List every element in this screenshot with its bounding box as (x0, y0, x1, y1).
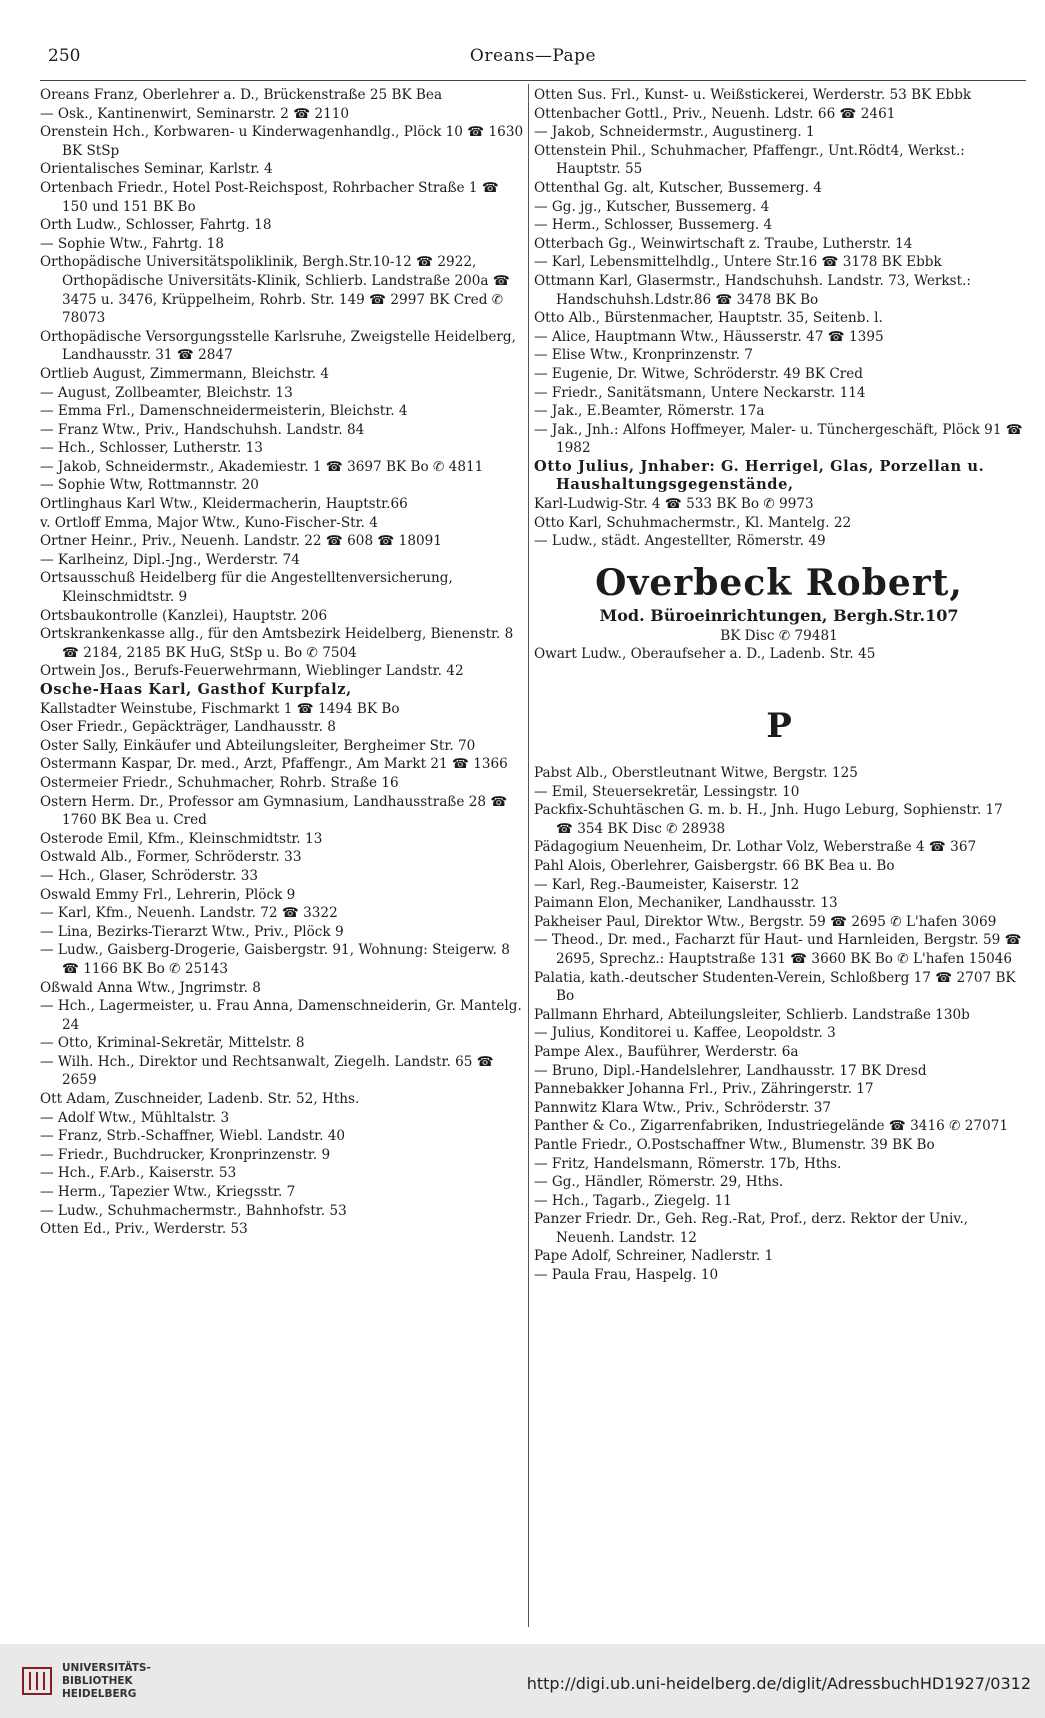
directory-entry: Ostwald Alb., Former, Schröderstr. 33 (40, 849, 302, 866)
directory-entry: — Karl, Reg.-Baumeister, Kaiserstr. 12 (534, 876, 800, 893)
directory-entry: Karl-Ludwig-Str. 4 ☎ 533 BK Bo ✆ 9973 (534, 496, 814, 513)
directory-entry: — Eugenie, Dr. Witwe, Schröderstr. 49 BK Cred (534, 365, 863, 382)
library-name-line: UNIVERSITÄTS- (62, 1662, 151, 1674)
section-letter: P (766, 706, 792, 747)
directory-entry: — Karl, Lebensmittelhdlg., Untere Str.16 ☎ 3178 BK Ebbk (534, 254, 942, 271)
right-column-entries-top (534, 86, 1024, 551)
directory-entry: — Elise Wtw., Kronprinzenstr. 7 (534, 347, 753, 364)
directory-entry: Orientalisches Seminar, Karlstr. 4 (40, 161, 273, 178)
directory-entry: — Hch., Tagarb., Ziegelg. 11 (534, 1192, 732, 1209)
directory-entry: Paimann Elon, Mechaniker, Landhausstr. 13 (534, 895, 838, 912)
directory-entry: Ortner Heinr., Priv., Neuenh. Landstr. 22 ☎ 608 ☎ 18091 (40, 533, 442, 550)
directory-entry: Ortskrankenkasse allg., für den Amtsbezirk Heidelberg, Bienenstr. 8 ☎ 2184, 2185 BK HuG, StSp u. Bo ✆ 7504 (40, 626, 514, 661)
advertisement (534, 561, 1024, 646)
directory-entry: — Ludw., Gaisberg-Drogerie, Gaisbergstr. 91, Wohnung: Steigerw. 8 ☎ 1166 BK Bo ✆ 25143 (40, 942, 510, 977)
directory-entry: — Jakob, Schneidermstr., Augustinerg. 1 (534, 124, 815, 141)
directory-entry: Ottenstein Phil., Schuhmacher, Pfaffengr., Unt.Rödt4, Werkst.: Hauptstr. 55 (534, 142, 965, 178)
directory-entry: Ottmann Karl, Glasermstr., Handschuhsh. Landstr. 73, Werkst.: Handschuhsh.Ldstr.86 ☎ 3478 BK Bo (534, 272, 972, 308)
directory-entry: Ortlinghaus Karl Wtw., Kleidermacherin, Hauptstr.66 (40, 496, 408, 513)
directory-entry: Palatia, kath.-deutscher Studenten-Verein, Schloßberg 17 ☎ 2707 BK Bo (534, 969, 1016, 1005)
directory-entry: Otten Sus. Frl., Kunst- u. Weißstickerei, Werderstr. 53 BK Ebbk (534, 87, 972, 103)
column-divider (528, 84, 529, 1627)
page-title: Oreans—Pape (469, 46, 597, 66)
directory-entry: Orthopädische Universitätspoliklinik, Bergh.Str.10-12 ☎ 2922, Orthopädische Universitäts-Klinik, Schlierb. Landstraße 200a ☎ 3475 u. 3476, Krüppelheim, Rohrb. Str. 149 ☎ 2997 BK Cred ✆ 78073 (40, 254, 510, 327)
directory-entry: Ortlieb August, Zimmermann, Bleichstr. 4 (40, 365, 330, 382)
directory-entry: Ostermeier Friedr., Schuhmacher, Rohrb. Straße 16 (40, 774, 399, 791)
page-number: 250 (48, 46, 81, 66)
directory-entry: — Franz, Strb.-Schaffner, Wiebl. Landstr. 40 (40, 1128, 346, 1145)
directory-entry: Ortsbaukontrolle (Kanzlei), Hauptstr. 206 (40, 607, 328, 624)
directory-entry: Orenstein Hch., Korbwaren- u Kinderwagenhandlg., Plöck 10 ☎ 1630 BK StSp (40, 124, 524, 159)
directory-entry: — Karlheinz, Dipl.-Jng., Werderstr. 74 (40, 551, 300, 568)
directory-entry: — Jak., E.Beamter, Römerstr. 17a (534, 403, 765, 420)
directory-entry: Panzer Friedr. Dr., Geh. Reg.-Rat, Prof., derz. Rektor der Univ., Neuenh. Landstr. 12 (534, 1211, 969, 1246)
directory-entry: — Karl, Kfm., Neuenh. Landstr. 72 ☎ 3322 (40, 905, 338, 922)
directory-entry: — Friedr., Sanitätsmann, Untere Neckarstr. 114 (534, 384, 866, 401)
directory-entry: Ortsausschuß Heidelberg für die Angestelltenversicherung, Kleinschmidtstr. 9 (40, 570, 453, 606)
running-head (40, 44, 1026, 70)
directory-entry: Ottenthal Gg. alt, Kutscher, Bussemerg. 4 (534, 179, 822, 196)
directory-entry: Oster Sally, Einkäufer und Abteilungsleiter, Bergheimer Str. 70 (40, 737, 476, 754)
directory-entry: — Lina, Bezirks-Tierarzt Wtw., Priv., Plöck 9 (40, 923, 344, 940)
source-url-link[interactable]: http://digi.ub.uni-heidelberg.de/diglit/AdressbuchHD1927/0312 (526, 1674, 1031, 1693)
directory-entry: — Hch., F.Arb., Kaiserstr. 53 (40, 1165, 237, 1182)
right-column (534, 86, 1024, 1285)
header-rule (40, 80, 1026, 81)
directory-entry: — Osk., Kantinenwirt, Seminarstr. 2 ☎ 2110 (40, 105, 350, 122)
directory-entry: — Sophie Wtw, Rottmannstr. 20 (40, 477, 259, 494)
directory-entry: — Hch., Schlosser, Lutherstr. 13 (40, 440, 263, 457)
directory-entry: Ortwein Jos., Berufs-Feuerwehrmann, Wieblinger Landstr. 42 (40, 663, 464, 680)
directory-entry: — Emil, Steuersekretär, Lessingstr. 10 (534, 783, 800, 800)
directory-entry: Ottenbacher Gottl., Priv., Neuenh. Ldstr. 66 ☎ 2461 (534, 105, 896, 122)
directory-entry: Oser Friedr., Gepäckträger, Landhausstr. 8 (40, 719, 336, 736)
ad-company-name: Overbeck Robert, (595, 561, 963, 604)
directory-entry: Pahl Alois, Oberlehrer, Gaisbergstr. 66 BK Bea u. Bo (534, 858, 895, 874)
directory-entry: — Ludw., städt. Angestellter, Römerstr. 49 (534, 533, 826, 550)
directory-entry: Otterbach Gg., Weinwirtschaft z. Traube, Lutherstr. 14 (534, 235, 913, 252)
library-logo-icon (22, 1664, 52, 1698)
left-column (40, 86, 524, 1239)
library-name-line: BIBLIOTHEK (62, 1675, 133, 1687)
directory-entry: v. Ortloff Emma, Major Wtw., Kuno-Fischer-Str. 4 (40, 514, 378, 531)
directory-entry: Ostermann Kaspar, Dr. med., Arzt, Pfaffengr., Am Markt 21 ☎ 1366 (40, 756, 508, 773)
directory-entry: — Otto, Kriminal-Sekretär, Mittelstr. 8 (40, 1035, 305, 1052)
directory-entry: Otto Julius, Jnhaber: G. Herrigel, Glas, Porzellan u. Haushaltungsgegenstände, (534, 457, 985, 494)
directory-entry: Pabst Alb., Oberstleutnant Witwe, Bergstr. 125 (534, 765, 858, 782)
directory-entry: Otten Ed., Priv., Werderstr. 53 (40, 1221, 248, 1238)
directory-entry: — Jak., Jnh.: Alfons Hoffmeyer, Maler- u. Tünchergeschäft, Plöck 91 ☎ 1982 (534, 421, 1023, 457)
directory-entry: Pakheiser Paul, Direktor Wtw., Bergstr. 59 ☎ 2695 ✆ L'hafen 3069 (534, 913, 997, 930)
directory-entry: Ortenbach Friedr., Hotel Post-Reichspost, Rohrbacher Straße 1 ☎ 150 und 151 BK Bo (40, 179, 499, 215)
directory-entry: Pädagogium Neuenheim, Dr. Lothar Volz, Weberstraße 4 ☎ 367 (534, 839, 977, 856)
directory-entry: — Herm., Tapezier Wtw., Kriegsstr. 7 (40, 1184, 296, 1201)
directory-entry: Oreans Franz, Oberlehrer a. D., Brückenstraße 25 BK Bea (40, 87, 443, 103)
directory-entry: Pantle Friedr., O.Postschaffner Wtw., Blumenstr. 39 BK Bo (534, 1136, 935, 1153)
directory-entry: Pannebakker Johanna Frl., Priv., Zähringerstr. 17 (534, 1081, 874, 1098)
directory-entry: — Paula Frau, Haspelg. 10 (534, 1267, 719, 1284)
footer (0, 1644, 1045, 1718)
ad-contact: BK Disc ✆ 79481 (720, 627, 838, 644)
directory-entry: Ostern Herm. Dr., Professor am Gymnasium, Landhausstraße 28 ☎ 1760 BK Bea u. Cred (40, 793, 508, 829)
directory-entry: Osterode Emil, Kfm., Kleinschmidtstr. 13 (40, 830, 323, 847)
directory-entry: Owart Ludw., Oberaufseher a. D., Ladenb. Str. 45 (534, 646, 876, 663)
directory-entry: Panther & Co., Zigarrenfabriken, Industriegelände ☎ 3416 ✆ 27071 (534, 1118, 1009, 1135)
directory-entry: — Friedr., Buchdrucker, Kronprinzenstr. 9 (40, 1146, 331, 1163)
directory-entry: — August, Zollbeamter, Bleichstr. 13 (40, 384, 293, 401)
directory-entry: Pannwitz Klara Wtw., Priv., Schröderstr. 37 (534, 1099, 832, 1116)
right-column-entries-bottom (534, 764, 1024, 1285)
directory-entry: — Adolf Wtw., Mühltalstr. 3 (40, 1109, 230, 1126)
directory-entry: Oßwald Anna Wtw., Jngrimstr. 8 (40, 979, 261, 996)
directory-entry: — Hch., Lagermeister, u. Frau Anna, Damenschneiderin, Gr. Mantelg. 24 (40, 998, 522, 1033)
directory-entry: — Gg., Händler, Römerstr. 29, Hths. (534, 1174, 784, 1191)
directory-entry: — Hch., Glaser, Schröderstr. 33 (40, 867, 259, 884)
directory-entry: — Alice, Hauptmann Wtw., Häusserstr. 47 ☎ 1395 (534, 328, 884, 345)
directory-entry: — Julius, Konditorei u. Kaffee, Leopoldstr. 3 (534, 1025, 836, 1042)
directory-entry: Otto Karl, Schuhmachermstr., Kl. Mantelg. 22 (534, 514, 852, 531)
directory-entry: — Ludw., Schuhmachermstr., Bahnhofstr. 53 (40, 1202, 347, 1219)
directory-entry: — Jakob, Schneidermstr., Akademiestr. 1 ☎ 3697 BK Bo ✆ 4811 (40, 458, 484, 475)
directory-entry: Ott Adam, Zuschneider, Ladenb. Str. 52, Hths. (40, 1091, 360, 1108)
directory-entry: Pampe Alex., Bauführer, Werderstr. 6a (534, 1043, 799, 1060)
directory-entry: Pallmann Ehrhard, Abteilungsleiter, Schlierb. Landstraße 130b (534, 1006, 970, 1023)
directory-entry: — Franz Wtw., Priv., Handschuhsh. Landstr. 84 (40, 421, 365, 438)
directory-entry: Kallstadter Weinstube, Fischmarkt 1 ☎ 1494 BK Bo (40, 700, 400, 717)
directory-entry: — Sophie Wtw., Fahrtg. 18 (40, 235, 224, 252)
library-name (62, 1662, 151, 1701)
library-name-line: HEIDELBERG (62, 1688, 137, 1700)
directory-entry: — Emma Frl., Damenschneidermeisterin, Bleichstr. 4 (40, 403, 408, 420)
directory-entry: Orthopädische Versorgungsstelle Karlsruhe, Zweigstelle Heidelberg, Landhausstr. 31 ☎ 2847 (40, 328, 516, 364)
directory-entry: Otto Alb., Bürstenmacher, Hauptstr. 35, Seitenb. l. (534, 310, 883, 327)
directory-entry: — Gg. jg., Kutscher, Bussemerg. 4 (534, 198, 770, 215)
right-column-entries-mid (534, 645, 1024, 664)
ad-description: Mod. Büroeinrichtungen, Bergh.Str.107 (599, 605, 959, 625)
directory-entry: — Wilh. Hch., Direktor und Rechtsanwalt, Ziegelh. Landstr. 65 ☎ 2659 (40, 1053, 494, 1089)
directory-entry: — Bruno, Dipl.-Handelslehrer, Landhausstr. 17 BK Dresd (534, 1062, 927, 1079)
directory-entry: — Herm., Schlosser, Bussemerg. 4 (534, 217, 773, 234)
directory-entry: — Fritz, Handelsmann, Römerstr. 17b, Hths. (534, 1155, 842, 1172)
directory-entry: Orth Ludw., Schlosser, Fahrtg. 18 (40, 217, 272, 234)
directory-entry: — Theod., Dr. med., Facharzt für Haut- und Harnleiden, Bergstr. 59 ☎ 2695, Sprechz.: Hauptstraße 131 ☎ 3660 BK Bo ✆ L'hafen 15046 (534, 932, 1022, 967)
directory-entry: Pape Adolf, Schreiner, Nadlerstr. 1 (534, 1248, 774, 1265)
directory-entry: Osche-Haas Karl, Gasthof Kurpfalz, (40, 681, 352, 698)
directory-entry: Oswald Emmy Frl., Lehrerin, Plöck 9 (40, 886, 296, 903)
directory-entry: Packfix-Schuhtäschen G. m. b. H., Jnh. Hugo Leburg, Sophienstr. 17 ☎ 354 BK Disc ✆ 28938 (534, 802, 1003, 837)
